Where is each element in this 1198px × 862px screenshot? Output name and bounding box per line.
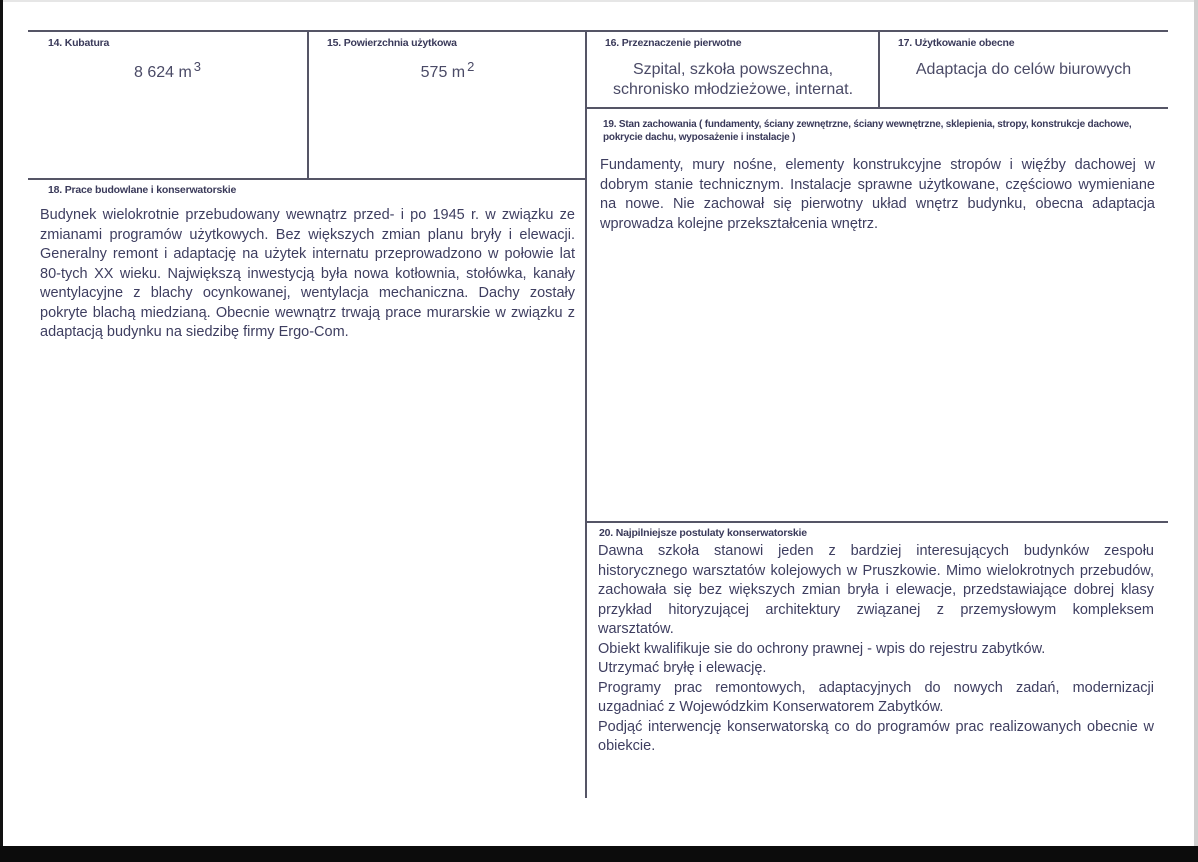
field-15-value: 575 m $^2$ [420, 59, 475, 81]
postulate-paragraph: Obiekt kwalifikuje sie do ochrony prawnej - wpis do rejestru zabytków. [598, 640, 1046, 657]
field-14-value: 8 624 m $^3$ [133, 59, 202, 81]
rule-under-19 [585, 521, 1168, 523]
field-16-label: 16. Przeznaczenie pierwotne [605, 37, 742, 49]
field-19-text: Fundamenty, mury nośne, elementy konstrukcyjne stropów i więźby dachowej w dobrym stanie technicznym. Instalacje sprawne użytkowane, częściowo wymieniane na nowe. Nie zachował się pierwotny układ wnętrz budynku, obecna adaptacja wprowadza kolejne przekształcenia wnętrz. [600, 157, 1155, 232]
rule-under-14-15 [28, 178, 587, 180]
field-18-label: 18. Prace budowlane i konserwatorskie [48, 184, 237, 196]
rule-top [28, 30, 1168, 32]
rule-under-16-17 [585, 107, 1168, 109]
field-20-label: 20. Najpilniejsze postulaty konserwatorskie [599, 527, 807, 539]
scan-edge-right [1194, 0, 1198, 862]
field-15-label: 15. Powierzchnia użytkowa [327, 37, 457, 49]
scan-edge-top [0, 0, 1198, 2]
field-20-text [598, 542, 1154, 757]
postulate-paragraph: Podjąć interwencję konserwatorską co do programów prac realizowanych obecnie w obiekcie. [598, 718, 1154, 754]
field-18-text: Budynek wielokrotnie przebudowany wewnątrz przed- i po 1945 r. w związku ze zmianami programów użytkowych. Bez większych zmian planu bryły i elewacji. Generalny remont i adaptację na użytek internatu przeprowadzono w połowie lat 80-tych XX wieku. Największą inwestycją była nowa kotłownia, stołówka, kanały wentylacyjne z blachy ocynkowanej, wentylacja mechaniczna. Dachy zostały pokryte blachą miedzianą. Obecnie wewnątrz trwają prace murarskie w związku z adaptacją budynku na siedzibę firmy Ergo-Com. [40, 207, 575, 340]
scan-edge-left [0, 0, 3, 862]
postulate-paragraph: Utrzymać bryłę i elewację. [598, 660, 767, 676]
postulate-paragraph: Dawna szkoła stanowi jeden z bardziej interesujących budynków zespołu historycznego warsztatów kolejowych w Pruszkowie. Mimo wielokrotnych przebudów, zachowała się bez większych zmian bryła i elewacje, przedstawiające dobrej klasy przykład hitoryzującej architektury związanej z przemysłowym kompleksem warsztatów. [598, 543, 1154, 637]
field-19-label: 19. Stan zachowania ( fundamenty, ściany zewnętrzne, ściany wewnętrzne, sklepienia, stropy, konstrukcje dachowe, pokrycie dachu, wyposażenie i instalacje ) [603, 119, 1132, 143]
postulate-paragraph: Programy prac remontowych, adaptacyjnych do nowych zadań, modernizacji uzgadniać z Wojewódzkim Konserwatorem Zabytków. [598, 679, 1154, 715]
rule-v-center [585, 30, 587, 798]
scan-edge-bottom [0, 846, 1198, 862]
rule-v-16-17 [878, 30, 880, 108]
rule-v-14-15 [307, 30, 309, 178]
field-17-value: Adaptacja do celów biurowych [915, 61, 1132, 78]
field-17-label: 17. Użytkowanie obecne [898, 37, 1015, 49]
field-16-value: Szpital, szkoła powszechna, schronisko młodzieżowe, internat. [612, 61, 854, 98]
field-14-label: 14. Kubatura [48, 37, 110, 49]
